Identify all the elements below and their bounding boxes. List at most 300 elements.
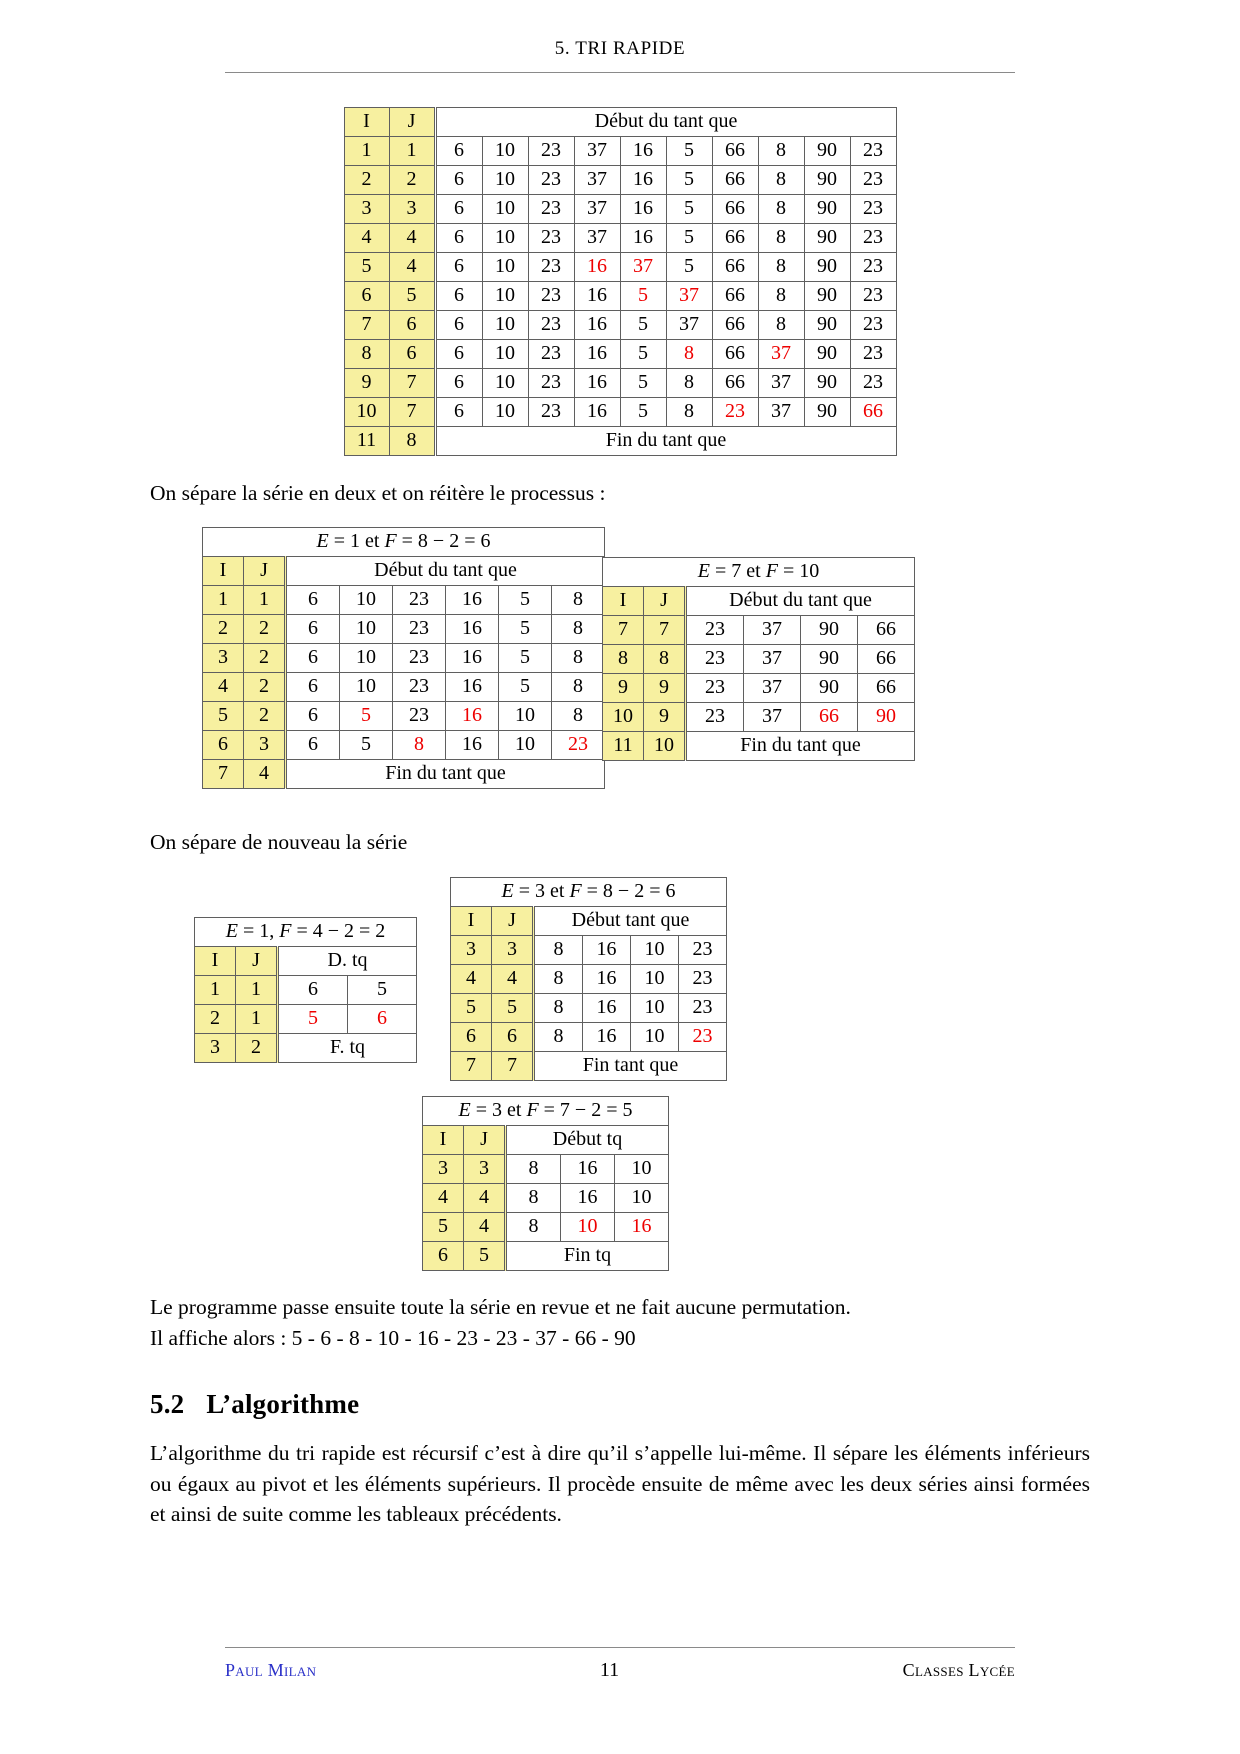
paragraph-result	[150, 1292, 1090, 1353]
cell-value: 6	[435, 137, 482, 166]
cell-value: 66	[712, 340, 758, 369]
cell-value: 8	[758, 137, 804, 166]
cell-value: 23	[393, 614, 446, 643]
cell-value: 66	[712, 282, 758, 311]
cell-value: 5	[666, 224, 712, 253]
cell-i: 4	[203, 672, 244, 701]
header-phase: Début du tant que	[286, 556, 605, 585]
cell-value: 10	[340, 643, 393, 672]
cell-value: 10	[631, 1023, 679, 1052]
cell-j: 1	[389, 137, 435, 166]
cell-j: 4	[389, 224, 435, 253]
cell-value: 23	[393, 585, 446, 614]
cell-value: 23	[850, 282, 896, 311]
table-row	[344, 282, 896, 311]
cell-i: 8	[344, 340, 389, 369]
cell-value: 8	[552, 585, 605, 614]
cell-value: 23	[528, 398, 574, 427]
cell-j: 1	[236, 976, 278, 1005]
cell-value: 90	[804, 195, 850, 224]
table-row	[203, 730, 605, 759]
table-row	[195, 976, 417, 1005]
cell-value: 66	[858, 615, 915, 644]
cell-value: 10	[340, 672, 393, 701]
table-row	[203, 643, 605, 672]
cell-j: 6	[389, 340, 435, 369]
cell-value: 66	[712, 137, 758, 166]
cell-value: 90	[804, 398, 850, 427]
table-caption: E = 7 et F = 10	[603, 557, 915, 586]
cell-value: 16	[446, 585, 499, 614]
table-header-row	[423, 1126, 669, 1155]
cell-j: 4	[244, 759, 286, 788]
cell-j: 7	[389, 369, 435, 398]
cell-value: 5	[278, 1005, 348, 1034]
cell-i: 9	[603, 673, 644, 702]
final-label: Fin tq	[506, 1242, 669, 1271]
paragraph-separate-series: On sépare la série en deux et on réitère le processus :	[150, 481, 606, 505]
cell-value: 8	[552, 672, 605, 701]
cell-j: 8	[389, 427, 435, 456]
cell-value: 5	[620, 398, 666, 427]
cell-value: 23	[679, 936, 727, 965]
cell-value: 23	[393, 643, 446, 672]
cell-value: 16	[574, 369, 620, 398]
tables-4-5-row	[150, 877, 1090, 1092]
cell-value: 5	[499, 585, 552, 614]
table-caption: E = 3 et F = 8 − 2 = 6	[451, 878, 727, 907]
cell-value: 10	[499, 701, 552, 730]
cell-j: 3	[492, 936, 534, 965]
cell-value: 90	[804, 340, 850, 369]
cell-value: 23	[679, 1023, 727, 1052]
table5-wrapper	[450, 877, 727, 1081]
cell-value: 90	[801, 615, 858, 644]
cell-value: 66	[712, 253, 758, 282]
cell-value: 10	[482, 369, 528, 398]
section-title: L’algorithme	[206, 1389, 360, 1420]
cell-value: 5	[620, 340, 666, 369]
header-j: J	[389, 108, 435, 137]
section-body: L’algorithme du tri rapide est récursif c’est à dire qu’il s’appelle lui-même. Il sépare les éléments inférieurs ou égaux au pivot et les éléments supérieurs. Il procède ensuite de même avec les deux séries ainsi formées et ainsi de suite comme les tableaux précédents.	[150, 1441, 1090, 1527]
table-row	[603, 615, 915, 644]
cell-j: 2	[236, 1034, 278, 1063]
cell-j: 3	[464, 1155, 506, 1184]
cell-value: 8	[666, 369, 712, 398]
table-row	[451, 965, 727, 994]
cell-value: 16	[574, 253, 620, 282]
final-label: Fin du tant que	[435, 427, 896, 456]
header-j: J	[644, 586, 686, 615]
cell-value: 90	[804, 369, 850, 398]
cell-value: 16	[446, 643, 499, 672]
cell-value: 6	[348, 1005, 417, 1034]
cell-i: 7	[603, 615, 644, 644]
table-final-row	[344, 427, 896, 456]
table-caption-row	[451, 878, 727, 907]
table-header-row	[203, 556, 605, 585]
cell-i: 4	[423, 1184, 464, 1213]
table-header-row	[451, 907, 727, 936]
trace-table-2	[202, 527, 605, 789]
cell-i: 10	[344, 398, 389, 427]
table-row	[344, 253, 896, 282]
cell-i: 11	[603, 731, 644, 760]
final-label: F. tq	[278, 1034, 417, 1063]
section-number: 5.2	[150, 1389, 185, 1420]
cell-i: 1	[344, 137, 389, 166]
cell-value: 6	[435, 253, 482, 282]
cell-value: 10	[482, 282, 528, 311]
cell-j: 4	[464, 1213, 506, 1242]
cell-value: 5	[666, 166, 712, 195]
cell-value: 16	[446, 701, 499, 730]
cell-j: 4	[389, 253, 435, 282]
footer-author: Paul Milan	[225, 1660, 317, 1680]
cell-i: 8	[603, 644, 644, 673]
header-phase: Début du tant que	[686, 586, 915, 615]
cell-value: 6	[278, 976, 348, 1005]
cell-value: 5	[620, 282, 666, 311]
header-j: J	[236, 947, 278, 976]
cell-j: 2	[244, 672, 286, 701]
table-row	[344, 137, 896, 166]
cell-value: 10	[615, 1155, 669, 1184]
table2-wrapper	[202, 527, 605, 789]
table-row	[344, 166, 896, 195]
trace-table-4	[194, 917, 417, 1063]
table6-wrapper	[422, 1096, 669, 1271]
cell-j: 5	[492, 994, 534, 1023]
cell-i: 2	[344, 166, 389, 195]
cell-value: 66	[858, 673, 915, 702]
cell-value: 23	[528, 224, 574, 253]
table6-row	[150, 1096, 1090, 1286]
table-row	[603, 673, 915, 702]
cell-i: 1	[203, 585, 244, 614]
cell-value: 16	[561, 1155, 615, 1184]
cell-j: 6	[492, 1023, 534, 1052]
cell-i: 2	[195, 1005, 236, 1034]
cell-value: 66	[712, 369, 758, 398]
cell-value: 8	[506, 1184, 561, 1213]
cell-value: 23	[679, 965, 727, 994]
cell-value: 37	[620, 253, 666, 282]
cell-value: 37	[574, 137, 620, 166]
cell-i: 5	[451, 994, 492, 1023]
cell-value: 10	[482, 166, 528, 195]
cell-value: 16	[561, 1184, 615, 1213]
cell-j: 7	[389, 398, 435, 427]
table-caption-row	[423, 1097, 669, 1126]
cell-value: 16	[574, 340, 620, 369]
table-row	[344, 224, 896, 253]
cell-value: 23	[528, 340, 574, 369]
table-caption-row	[195, 918, 417, 947]
cell-value: 90	[858, 702, 915, 731]
cell-value: 6	[435, 398, 482, 427]
table-row	[423, 1184, 669, 1213]
cell-value: 23	[850, 340, 896, 369]
tables-2-3-row	[150, 527, 1090, 809]
table-row	[603, 644, 915, 673]
cell-i: 5	[344, 253, 389, 282]
cell-value: 16	[583, 1023, 631, 1052]
header-phase: D. tq	[278, 947, 417, 976]
cell-value: 8	[506, 1155, 561, 1184]
cell-value: 23	[850, 311, 896, 340]
cell-value: 90	[804, 282, 850, 311]
cell-value: 8	[552, 701, 605, 730]
running-head-text: 5. TRI RAPIDE	[554, 38, 686, 59]
cell-i: 6	[451, 1023, 492, 1052]
table-final-row	[195, 1034, 417, 1063]
cell-j: 4	[492, 965, 534, 994]
cell-value: 5	[620, 369, 666, 398]
cell-value: 6	[435, 195, 482, 224]
cell-value: 5	[499, 672, 552, 701]
table-final-row	[423, 1242, 669, 1271]
trace-table-3	[602, 557, 915, 761]
cell-i: 3	[203, 643, 244, 672]
header-j: J	[492, 907, 534, 936]
paragraph-separate-again: On sépare de nouveau la série	[150, 829, 408, 854]
header-j: J	[244, 556, 286, 585]
cell-value: 8	[552, 643, 605, 672]
cell-value: 16	[583, 936, 631, 965]
cell-value: 16	[574, 398, 620, 427]
table3-wrapper	[602, 557, 915, 761]
cell-value: 8	[534, 1023, 583, 1052]
cell-value: 23	[528, 311, 574, 340]
cell-value: 16	[615, 1213, 669, 1242]
table-final-row	[451, 1052, 727, 1081]
running-head	[150, 0, 1090, 60]
cell-value: 37	[666, 282, 712, 311]
cell-value: 10	[631, 936, 679, 965]
cell-value: 90	[804, 311, 850, 340]
header-i: I	[451, 907, 492, 936]
cell-value: 23	[712, 398, 758, 427]
cell-j: 1	[244, 585, 286, 614]
cell-value: 23	[850, 253, 896, 282]
cell-value: 23	[850, 166, 896, 195]
cell-value: 10	[482, 137, 528, 166]
cell-j: 2	[244, 643, 286, 672]
cell-j: 9	[644, 702, 686, 731]
cell-value: 66	[712, 195, 758, 224]
cell-value: 16	[620, 195, 666, 224]
cell-value: 23	[850, 195, 896, 224]
cell-value: 10	[482, 340, 528, 369]
table-row	[344, 340, 896, 369]
cell-value: 8	[534, 936, 583, 965]
cell-value: 23	[850, 137, 896, 166]
final-label: Fin du tant que	[686, 731, 915, 760]
cell-value: 66	[712, 224, 758, 253]
header-i: I	[195, 947, 236, 976]
cell-j: 9	[644, 673, 686, 702]
cell-value: 16	[583, 965, 631, 994]
header-phase: Début du tant que	[435, 108, 896, 137]
cell-value: 5	[620, 311, 666, 340]
cell-value: 90	[801, 644, 858, 673]
cell-value: 8	[758, 282, 804, 311]
cell-value: 90	[804, 224, 850, 253]
cell-value: 23	[552, 730, 605, 759]
cell-i: 3	[344, 195, 389, 224]
header-j: J	[464, 1126, 506, 1155]
cell-value: 23	[393, 672, 446, 701]
table-row	[603, 702, 915, 731]
cell-value: 37	[574, 166, 620, 195]
cell-j: 7	[644, 615, 686, 644]
cell-value: 66	[712, 311, 758, 340]
cell-j: 10	[644, 731, 686, 760]
table-row	[423, 1155, 669, 1184]
result-line-1: Le programme passe ensuite toute la série en revue et ne fait aucune permutation.	[150, 1295, 851, 1320]
cell-value: 23	[686, 615, 744, 644]
cell-value: 5	[340, 730, 393, 759]
footer-right-label: Classes Lycée	[902, 1660, 1015, 1680]
cell-value: 8	[506, 1213, 561, 1242]
cell-value: 90	[804, 137, 850, 166]
cell-value: 5	[340, 701, 393, 730]
page-footer	[0, 1647, 1240, 1682]
header-i: I	[344, 108, 389, 137]
cell-i: 6	[344, 282, 389, 311]
cell-j: 4	[464, 1184, 506, 1213]
cell-value: 90	[801, 673, 858, 702]
cell-value: 37	[574, 224, 620, 253]
cell-value: 23	[850, 224, 896, 253]
cell-value: 37	[758, 369, 804, 398]
table-row	[344, 195, 896, 224]
header-phase: Début tq	[506, 1126, 669, 1155]
cell-value: 23	[686, 644, 744, 673]
table-row	[344, 369, 896, 398]
cell-value: 10	[631, 994, 679, 1023]
cell-value: 37	[744, 644, 801, 673]
cell-value: 10	[631, 965, 679, 994]
cell-value: 16	[583, 994, 631, 1023]
cell-j: 5	[389, 282, 435, 311]
cell-value: 66	[801, 702, 858, 731]
cell-value: 6	[435, 166, 482, 195]
cell-value: 66	[858, 644, 915, 673]
cell-i: 7	[203, 759, 244, 788]
cell-i: 11	[344, 427, 389, 456]
header-i: I	[423, 1126, 464, 1155]
cell-j: 5	[464, 1242, 506, 1271]
cell-value: 16	[446, 672, 499, 701]
cell-value: 8	[552, 614, 605, 643]
cell-value: 8	[758, 224, 804, 253]
cell-value: 16	[620, 224, 666, 253]
cell-value: 90	[804, 166, 850, 195]
table4-wrapper	[194, 917, 417, 1063]
cell-i: 4	[344, 224, 389, 253]
table1-wrapper	[150, 107, 1090, 456]
cell-value: 8	[534, 965, 583, 994]
cell-value: 90	[804, 253, 850, 282]
header-phase: Début tant que	[534, 907, 727, 936]
cell-value: 6	[286, 643, 340, 672]
table-row	[203, 701, 605, 730]
cell-i: 1	[195, 976, 236, 1005]
cell-value: 10	[340, 585, 393, 614]
cell-value: 10	[561, 1213, 615, 1242]
cell-value: 10	[340, 614, 393, 643]
cell-j: 3	[389, 195, 435, 224]
cell-value: 37	[744, 615, 801, 644]
cell-value: 6	[286, 614, 340, 643]
cell-i: 10	[603, 702, 644, 731]
trace-table-5	[450, 877, 727, 1081]
cell-value: 10	[482, 253, 528, 282]
cell-value: 23	[686, 702, 744, 731]
header-rule	[225, 72, 1015, 73]
cell-i: 5	[203, 701, 244, 730]
cell-i: 6	[203, 730, 244, 759]
cell-i: 3	[423, 1155, 464, 1184]
table-caption: E = 3 et F = 7 − 2 = 5	[423, 1097, 669, 1126]
cell-value: 37	[758, 398, 804, 427]
cell-value: 66	[712, 166, 758, 195]
cell-value: 6	[286, 730, 340, 759]
header-i: I	[203, 556, 244, 585]
cell-value: 23	[528, 253, 574, 282]
cell-j: 1	[236, 1005, 278, 1034]
cell-value: 23	[528, 195, 574, 224]
cell-j: 6	[389, 311, 435, 340]
table-row	[451, 936, 727, 965]
cell-value: 23	[528, 369, 574, 398]
cell-i: 2	[203, 614, 244, 643]
cell-value: 6	[435, 224, 482, 253]
cell-value: 6	[286, 672, 340, 701]
section-heading	[150, 1389, 1090, 1420]
cell-value: 8	[758, 253, 804, 282]
cell-value: 16	[574, 311, 620, 340]
cell-value: 6	[286, 701, 340, 730]
table-row	[195, 1005, 417, 1034]
cell-value: 37	[758, 340, 804, 369]
cell-value: 23	[528, 137, 574, 166]
cell-value: 10	[499, 730, 552, 759]
cell-i: 7	[344, 311, 389, 340]
cell-j: 2	[244, 701, 286, 730]
cell-value: 8	[666, 340, 712, 369]
cell-j: 7	[492, 1052, 534, 1081]
cell-value: 37	[666, 311, 712, 340]
cell-value: 10	[482, 224, 528, 253]
table-caption-row	[603, 557, 915, 586]
cell-value: 23	[850, 369, 896, 398]
cell-value: 16	[446, 614, 499, 643]
cell-value: 10	[482, 398, 528, 427]
table-caption: E = 1 et F = 8 − 2 = 6	[203, 527, 605, 556]
cell-j: 3	[244, 730, 286, 759]
table-row	[203, 672, 605, 701]
cell-value: 37	[744, 673, 801, 702]
table-header-row	[195, 947, 417, 976]
cell-value: 6	[435, 311, 482, 340]
cell-value: 10	[482, 311, 528, 340]
final-label: Fin du tant que	[286, 759, 605, 788]
cell-value: 5	[348, 976, 417, 1005]
table-caption-row	[203, 527, 605, 556]
